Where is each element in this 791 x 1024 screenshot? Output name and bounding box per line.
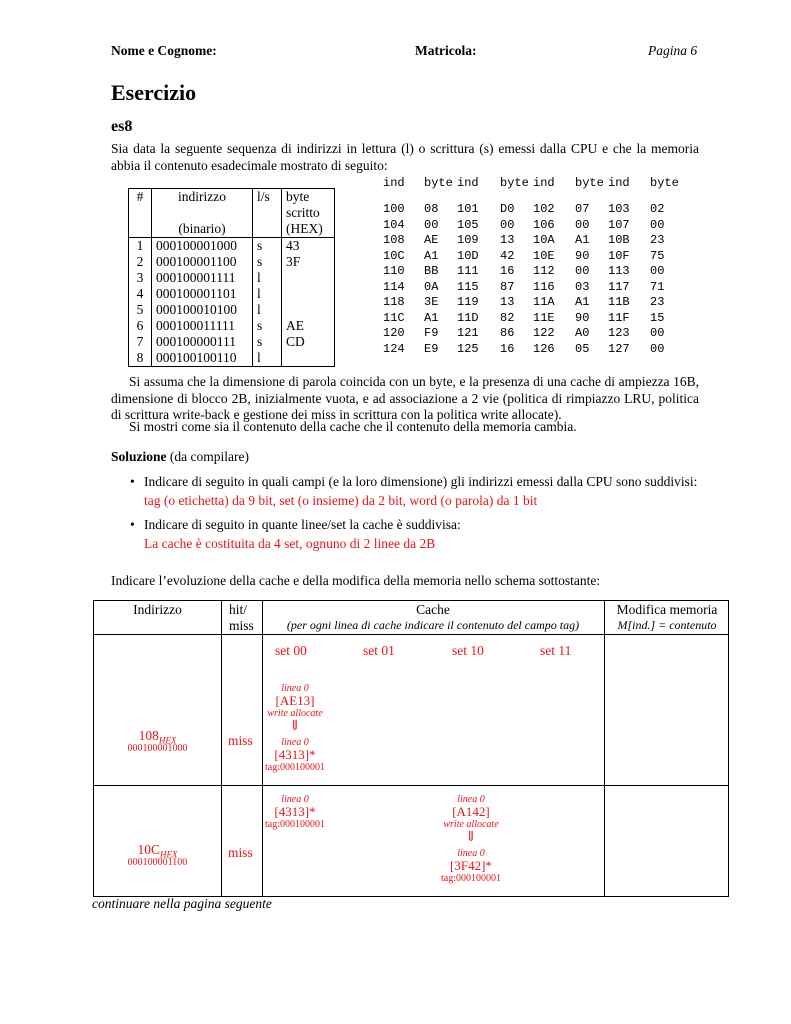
memory-byte: 82 [500,310,515,325]
row2-value-d: [3F42]* [450,858,492,873]
access-row [129,254,335,270]
access-row [129,302,335,318]
memory-byte: 75 [650,248,665,263]
access-num: 4 [129,286,152,302]
set-10-label: set 10 [452,643,484,658]
memory-byte: 13 [500,233,515,247]
access-num: 3 [129,270,152,286]
memory-address: 100 [383,202,405,216]
access-byte [282,286,335,302]
memory-byte: 90 [575,310,590,325]
access-byte: 3F [282,254,335,270]
row2-address-base: HEX [160,849,178,860]
row2-value-c: [A142] [452,804,490,819]
memory-row [383,342,683,358]
col-num-header: # [129,189,152,206]
access-address: 000100001101 [152,286,253,302]
access-address: 000100001111 [152,270,253,286]
memory-address: 118 [383,295,405,309]
row1-linea-a: linea 0 [281,683,309,694]
solution-note: (da compilare) [169,449,249,464]
memory-byte: 0A [424,279,439,294]
access-byte [282,350,335,367]
row1-address-hex: 108 [138,728,159,743]
memory-byte: 00 [424,217,439,232]
memory-address: 127 [608,341,630,356]
memory-byte: 00 [650,217,665,232]
col-memory: Modifica memoria [616,602,718,617]
bullet-2-text: Indicare di seguito in quante linee/set la cache è suddivisa: [144,517,461,532]
row1-address-bin: 000100001000 [127,743,188,754]
memory-byte: 00 [650,341,665,356]
memory-address: 110 [383,264,405,278]
col-byte-header-1: byte [282,189,335,206]
row2-value-a: [4313]* [274,804,316,819]
row1-linea-b: linea 0 [281,737,309,748]
memory-byte: 08 [424,202,439,216]
access-row [129,318,335,334]
memory-byte: 00 [650,326,665,340]
memory-byte: 16 [500,341,515,356]
access-num: 7 [129,334,152,350]
memory-byte: 90 [575,248,590,263]
memory-row [383,249,683,265]
memory-header-cell: byte [424,176,453,190]
row2-tag-a: tag:000100001 [265,819,325,830]
footer-note: continuare nella pagina seguente [92,896,272,911]
access-row [129,270,335,286]
bullet-dot-1: • [130,474,135,489]
access-num: 5 [129,302,152,318]
name-label: Nome e Cognome: [111,43,217,58]
col-addr-header: indirizzo [152,189,253,206]
memory-address: 125 [457,341,479,356]
access-address: 000100001100 [152,254,253,270]
memory-row [383,233,683,249]
memory-address: 113 [608,264,630,278]
memory-byte: 05 [575,341,590,356]
set-01-label: set 01 [363,643,395,658]
down-arrow-icon: ⇓ [465,830,477,845]
memory-byte: 15 [650,310,665,325]
memory-byte: 86 [500,326,515,340]
access-byte [282,270,335,286]
memory-address: 10F [608,248,630,263]
exercise-subtitle: es8 [111,118,133,135]
access-ls: l [253,286,282,302]
memory-byte: A1 [575,233,590,247]
access-address: 000100001000 [152,238,253,255]
memory-address: 11C [383,310,405,325]
intro-text: Sia data la seguente sequenza di indirizzi in lettura (l) o scrittura (s) emessi dalla CPU e che la memoria abbia il contenuto esadecimale mostrato di seguito: [111,141,699,173]
memory-header-cell: ind [533,176,555,190]
access-row [129,334,335,350]
row1-cache-block [256,683,334,773]
col-memory-note: M[ind.] = contenuto [617,618,717,632]
memory-byte: 13 [500,295,515,309]
memory-header-cell: byte [500,176,529,190]
access-ls: s [253,254,282,270]
assumption-text: Si assuma che la dimensione di parola coincida con un byte, e la presenza di una cache di ampiezza 16B, dimensione di blocco 2B, inizialmente vuota, e ad associazione a 2 vie (politica di rimpiazzo LRU, politica di scrittura write-back e gestione dei miss in scrittura con la politica write allocate). [111,374,699,422]
memory-address: 121 [457,326,479,340]
solution-label: Soluzione [111,449,167,464]
memory-byte: 02 [650,202,665,216]
access-address: 000100100110 [152,350,253,367]
access-ls: l [253,350,282,367]
access-row [129,286,335,302]
memory-address: 122 [533,326,555,340]
col-cache: Cache [416,602,450,617]
memory-address: 105 [457,217,479,232]
memory-header-cell: ind [608,176,630,190]
answer-2: La cache è costituita da 4 set, ognuno di 2 linee da 2B [144,536,436,551]
col-indirizzo: Indirizzo [133,602,182,617]
access-table [128,188,335,367]
show-text: Si mostri come sia il contenuto della cache che il contenuto della memoria cambia. [129,419,577,434]
access-byte: 43 [282,238,335,255]
memory-row [383,202,683,218]
memory-header-cell: byte [575,176,604,190]
row2-address-bin: 000100001100 [127,857,188,868]
memory-address: 109 [457,233,479,247]
access-address: 000100000111 [152,334,253,350]
memory-address: 126 [533,341,555,356]
answer-1: tag (o etichetta) da 9 bit, set (o insieme) da 2 bit, word (o parola) da 1 bit [144,493,538,508]
access-num: 6 [129,318,152,334]
memory-address: 120 [383,326,405,340]
access-ls: l [253,270,282,286]
memory-address: 11B [608,295,630,309]
matricola-label: Matricola: [415,43,477,58]
access-address: 000100011111 [152,318,253,334]
memory-byte: 00 [575,264,590,278]
col-byte-header-2: scritto [282,205,335,221]
memory-address: 116 [533,279,555,294]
memory-byte: 03 [575,279,590,294]
memory-byte: 00 [650,264,665,278]
memory-byte: A1 [575,295,590,309]
memory-byte: 00 [500,217,515,232]
memory-byte: 07 [575,202,590,216]
col-byte-header-3: (HEX) [282,221,335,238]
solution-heading [111,449,249,465]
col-cache-note: (per ogni linea di cache indicare il contenuto del campo tag) [286,618,580,632]
access-address: 000100010100 [152,302,253,318]
access-ls: s [253,334,282,350]
memory-byte: 42 [500,248,515,263]
col-hit: hit/ [229,602,248,617]
memory-header-cell: byte [650,176,679,190]
memory-address: 101 [457,202,479,216]
memory-row [383,280,683,296]
memory-byte: 87 [500,279,515,294]
memory-byte: 3E [424,295,439,309]
memory-address: 103 [608,202,630,216]
evolution-table [93,600,729,897]
access-row [129,238,335,255]
access-byte: AE [282,318,335,334]
memory-byte: AE [424,233,439,247]
memory-byte: 00 [575,217,590,232]
memory-address: 11D [457,310,479,325]
memory-byte: 16 [500,264,515,278]
memory-address: 10C [383,248,405,263]
access-ls: s [253,238,282,255]
row1-value-b: [4313]* [274,747,316,762]
memory-header-cell: ind [383,176,405,190]
memory-byte: D0 [500,202,515,216]
memory-address: 102 [533,202,555,216]
memory-byte: 23 [650,295,665,309]
access-byte [282,302,335,318]
memory-address: 124 [383,341,405,356]
memory-address: 115 [457,279,479,294]
memory-address: 106 [533,217,555,232]
memory-address: 108 [383,233,405,247]
memory-address: 107 [608,217,630,232]
access-row [129,350,335,367]
row2-linea-a: linea 0 [281,794,309,805]
row1-value-a: [AE13] [275,693,315,708]
memory-address: 10D [457,248,479,263]
memory-byte: 71 [650,279,665,294]
memory-row [383,218,683,234]
row1-result: miss [228,733,253,748]
memory-row [383,326,683,342]
memory-byte: A1 [424,248,439,263]
col-addr-header-2: (binario) [152,221,253,238]
bullet-1-text: Indicare di seguito in quali campi (e la loro dimensione) gli indirizzi emessi dalla CPU sono suddivisi: [144,474,698,489]
memory-byte: E9 [424,341,439,356]
memory-address: 11A [533,295,555,309]
memory-address: 104 [383,217,405,232]
memory-address: 112 [533,264,555,278]
set-11-label: set 11 [540,643,572,658]
memory-row [383,295,683,311]
row2-result: miss [228,845,253,860]
page-number: Pagina 6 [648,43,698,58]
memory-header-cell: ind [457,176,479,190]
col-miss: miss [229,618,254,633]
memory-address: 117 [608,279,630,294]
memory-address: 11F [608,310,630,325]
row1-write-allocate: write allocate [267,708,323,719]
row2-write-allocate: write allocate [443,819,499,830]
memory-byte: 23 [650,233,665,247]
memory-byte: A0 [575,326,590,340]
page-title: Esercizio [111,80,197,105]
memory-address: 10B [608,233,630,247]
row1-tag-b: tag:000100001 [265,762,325,773]
row2-set10-block [432,794,510,884]
bullet-dot-2: • [130,517,135,532]
down-arrow-icon: ⇓ [289,719,301,734]
access-num: 1 [129,238,152,255]
memory-address: 11E [533,310,555,325]
evolution-intro: Indicare l’evoluzione della cache e della modifica della memoria nello schema sottostante: [111,573,601,588]
memory-address: 10A [533,233,555,247]
memory-row [383,311,683,327]
row2-address-hex: 10C [137,842,160,857]
set-00-label: set 00 [275,643,307,658]
memory-address: 10E [533,248,555,263]
memory-byte: BB [424,264,439,278]
access-ls: s [253,318,282,334]
row1-address-base: HEX [158,735,177,746]
row2-tag-d: tag:000100001 [441,873,501,884]
access-byte: CD [282,334,335,350]
memory-byte: A1 [424,310,439,325]
memory-address: 111 [457,264,479,278]
access-ls: l [253,302,282,318]
row2-linea-d: linea 0 [457,848,485,859]
memory-address: 123 [608,326,630,340]
memory-byte: F9 [424,326,439,340]
memory-table [383,176,683,357]
access-num: 2 [129,254,152,270]
access-num: 8 [129,350,152,367]
col-ls-header: l/s [253,189,282,206]
memory-row [383,264,683,280]
row2-linea-c: linea 0 [457,794,485,805]
memory-address: 119 [457,295,479,309]
row2-set00-block [256,794,334,830]
memory-address: 114 [383,279,405,294]
